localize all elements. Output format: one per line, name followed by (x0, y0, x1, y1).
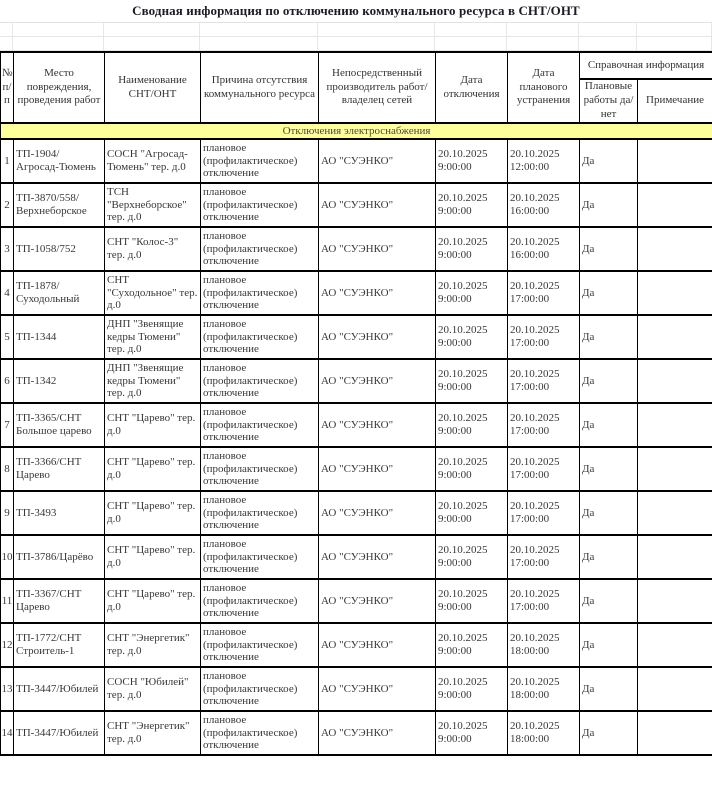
table-row (1, 623, 712, 667)
outage-table (0, 51, 712, 756)
table-cell: АО "СУЭНКО" (319, 271, 436, 315)
table-cell: ТСН "Верхнеборское" тер. д.0 (105, 183, 201, 227)
table-cell: 20.10.2025 9:00:00 (436, 271, 508, 315)
table-cell (638, 667, 712, 711)
table-cell: АО "СУЭНКО" (319, 667, 436, 711)
table-cell: ДНП "Звенящие кедры Тюмени" тер. д.0 (105, 359, 201, 403)
table-cell: Да (580, 579, 638, 623)
table-cell: Да (580, 359, 638, 403)
grid-cell (579, 37, 637, 50)
table-cell: ТП-3870/558/Верхнеборское (14, 183, 105, 227)
table-cell: СНТ "Колос-3" тер. д.0 (105, 227, 201, 271)
col-header-reason: Причина отсутствия коммунального ресурса (201, 52, 319, 123)
table-cell: ТП-3786/Царёво (14, 535, 105, 579)
table-cell: 20.10.2025 17:00:00 (508, 271, 580, 315)
table-cell: 20.10.2025 18:00:00 (508, 711, 580, 755)
table-cell: Да (580, 139, 638, 183)
table-row (1, 579, 712, 623)
table-cell: ТП-1904/Агросад-Тюмень (14, 139, 105, 183)
table-cell: 7 (1, 403, 14, 447)
table-cell (638, 623, 712, 667)
table-cell: Да (580, 183, 638, 227)
table-cell: АО "СУЭНКО" (319, 491, 436, 535)
table-row (1, 711, 712, 755)
table-cell (638, 579, 712, 623)
table-cell: Да (580, 403, 638, 447)
table-cell: СНТ "Царево" тер. д.0 (105, 447, 201, 491)
table-cell: плановое (профилактическое) отключение (201, 359, 319, 403)
table-cell: АО "СУЭНКО" (319, 535, 436, 579)
table-cell: 20.10.2025 16:00:00 (508, 227, 580, 271)
table-cell: 20.10.2025 9:00:00 (436, 183, 508, 227)
table-cell: АО "СУЭНКО" (319, 227, 436, 271)
table-cell: СНТ "Царево" тер. д.0 (105, 403, 201, 447)
table-row (1, 403, 712, 447)
table-cell: СНТ "Энергетик" тер. д.0 (105, 711, 201, 755)
col-header-place: Место повреждения, проведения работ (14, 52, 105, 123)
table-cell: ТП-3447/Юбилей (14, 667, 105, 711)
table-cell: ТП-1772/СНТ Строитель-1 (14, 623, 105, 667)
table-cell: Да (580, 227, 638, 271)
col-header-outage-date: Дата отключения (436, 52, 508, 123)
table-cell: 20.10.2025 9:00:00 (436, 491, 508, 535)
table-cell: СНТ "Энергетик" тер. д.0 (105, 623, 201, 667)
table-cell: 4 (1, 271, 14, 315)
table-cell: ТП-3447/Юбилей (14, 711, 105, 755)
table-cell: ТП-3365/СНТ Большое царево (14, 403, 105, 447)
table-cell: 20.10.2025 9:00:00 (436, 535, 508, 579)
table-row (1, 447, 712, 491)
table-cell: плановое (профилактическое) отключение (201, 139, 319, 183)
table-cell: ТП-3493 (14, 491, 105, 535)
col-header-producer: Непосредственный производитель работ/ владелец сетей (319, 52, 436, 123)
table-cell: АО "СУЭНКО" (319, 139, 436, 183)
table-cell (638, 271, 712, 315)
grid-cell (318, 23, 435, 36)
table-cell: Да (580, 623, 638, 667)
table-cell: 14 (1, 711, 14, 755)
table-cell: Да (580, 667, 638, 711)
grid-cell (200, 23, 318, 36)
grid-cell (104, 23, 200, 36)
table-cell (638, 491, 712, 535)
table-cell: АО "СУЭНКО" (319, 403, 436, 447)
table-cell: Да (580, 535, 638, 579)
grid-cell (318, 37, 435, 50)
table-cell (638, 359, 712, 403)
table-cell: АО "СУЭНКО" (319, 315, 436, 359)
table-cell: плановое (профилактическое) отключение (201, 711, 319, 755)
grid-cell (104, 37, 200, 50)
col-header-planned-works: Плановые работы да/нет (580, 79, 638, 123)
table-cell: АО "СУЭНКО" (319, 447, 436, 491)
table-cell: 20.10.2025 17:00:00 (508, 535, 580, 579)
grid-cell (637, 23, 712, 36)
table-cell: Да (580, 711, 638, 755)
table-cell: ТП-3367/СНТ Царево (14, 579, 105, 623)
table-cell: 20.10.2025 17:00:00 (508, 359, 580, 403)
table-row (1, 227, 712, 271)
grid-cell (579, 23, 637, 36)
table-cell: ТП-1342 (14, 359, 105, 403)
table-cell: плановое (профилактическое) отключение (201, 183, 319, 227)
table-cell: 12 (1, 623, 14, 667)
table-cell: СНТ "Царево" тер. д.0 (105, 491, 201, 535)
table-cell: 20.10.2025 9:00:00 (436, 667, 508, 711)
table-cell: СНТ "Царево" тер. д.0 (105, 535, 201, 579)
table-cell: 9 (1, 491, 14, 535)
col-header-note: Примечание (638, 79, 712, 123)
grid-cell (507, 37, 579, 50)
table-cell: 5 (1, 315, 14, 359)
table-cell (638, 227, 712, 271)
table-cell: плановое (профилактическое) отключение (201, 667, 319, 711)
table-cell: 20.10.2025 16:00:00 (508, 183, 580, 227)
table-cell: ТП-1878/Суходольный (14, 271, 105, 315)
table-cell: 20.10.2025 17:00:00 (508, 579, 580, 623)
table-cell: 20.10.2025 17:00:00 (508, 491, 580, 535)
table-cell (638, 315, 712, 359)
table-cell: 20.10.2025 9:00:00 (436, 447, 508, 491)
table-cell: 20.10.2025 17:00:00 (508, 403, 580, 447)
grid-cell (13, 23, 104, 36)
table-row (1, 183, 712, 227)
table-cell: 20.10.2025 9:00:00 (436, 139, 508, 183)
table-cell: ДНП "Звенящие кедры Тюмени" тер. д.0 (105, 315, 201, 359)
table-cell: ТП-1058/752 (14, 227, 105, 271)
table-cell: АО "СУЭНКО" (319, 359, 436, 403)
table-cell: плановое (профилактическое) отключение (201, 227, 319, 271)
table-cell: Да (580, 491, 638, 535)
table-row (1, 535, 712, 579)
table-cell: 8 (1, 447, 14, 491)
table-cell: плановое (профилактическое) отключение (201, 447, 319, 491)
table-cell: 10 (1, 535, 14, 579)
table-cell (638, 535, 712, 579)
grid-cell (0, 37, 13, 50)
grid-cell (200, 37, 318, 50)
table-cell: 20.10.2025 9:00:00 (436, 403, 508, 447)
grid-cell (507, 23, 579, 36)
table-cell: 2 (1, 183, 14, 227)
spacer-grid-row (0, 37, 712, 51)
table-cell: 11 (1, 579, 14, 623)
table-cell: СНТ "Царево" тер. д.0 (105, 579, 201, 623)
table-cell: ТП-1344 (14, 315, 105, 359)
table-cell: СОСН "Юбилей" тер. д.0 (105, 667, 201, 711)
table-cell (638, 711, 712, 755)
col-header-snt-name: Наименование СНТ/ОНТ (105, 52, 201, 123)
table-cell: плановое (профилактическое) отключение (201, 491, 319, 535)
table-cell: АО "СУЭНКО" (319, 183, 436, 227)
grid-cell (13, 37, 104, 50)
grid-cell (435, 23, 507, 36)
col-header-number: № п/п (1, 52, 14, 123)
table-cell: 20.10.2025 12:00:00 (508, 139, 580, 183)
table-cell: плановое (профилактическое) отключение (201, 535, 319, 579)
table-cell: Да (580, 271, 638, 315)
col-group-reference-info: Справочная информация (580, 52, 712, 79)
table-cell: 20.10.2025 9:00:00 (436, 359, 508, 403)
section-header: Отключения электроснабжения (1, 123, 712, 139)
table-cell: 6 (1, 359, 14, 403)
table-cell: 20.10.2025 9:00:00 (436, 579, 508, 623)
table-row (1, 491, 712, 535)
section-row-electricity (1, 123, 712, 139)
table-cell: АО "СУЭНКО" (319, 711, 436, 755)
table-row (1, 139, 712, 183)
table-cell: АО "СУЭНКО" (319, 579, 436, 623)
table-row (1, 667, 712, 711)
grid-cell (0, 23, 13, 36)
col-header-planned-fix-date: Дата планового устранения (508, 52, 580, 123)
table-cell: 20.10.2025 18:00:00 (508, 667, 580, 711)
table-cell: ТП-3366/СНТ Царево (14, 447, 105, 491)
table-cell: 20.10.2025 18:00:00 (508, 623, 580, 667)
table-cell (638, 139, 712, 183)
table-body (1, 139, 712, 755)
table-cell: 20.10.2025 9:00:00 (436, 711, 508, 755)
table-cell: 20.10.2025 9:00:00 (436, 227, 508, 271)
grid-cell (637, 37, 712, 50)
grid-cell (435, 37, 507, 50)
table-cell: плановое (профилактическое) отключение (201, 315, 319, 359)
spacer-grid-row (0, 23, 712, 37)
table-row (1, 359, 712, 403)
table-cell (638, 183, 712, 227)
table-cell: плановое (профилактическое) отключение (201, 579, 319, 623)
table-cell: плановое (профилактическое) отключение (201, 403, 319, 447)
table-cell: Да (580, 315, 638, 359)
table-cell: 3 (1, 227, 14, 271)
table-cell: 20.10.2025 17:00:00 (508, 447, 580, 491)
table-cell: СНТ "Суходольное" тер. д.0 (105, 271, 201, 315)
table-cell (638, 447, 712, 491)
table-row (1, 271, 712, 315)
table-cell (638, 403, 712, 447)
table-cell: плановое (профилактическое) отключение (201, 623, 319, 667)
table-cell: АО "СУЭНКО" (319, 623, 436, 667)
table-row (1, 315, 712, 359)
table-cell: 13 (1, 667, 14, 711)
table-cell: 1 (1, 139, 14, 183)
table-header (1, 52, 712, 123)
table-cell: 20.10.2025 17:00:00 (508, 315, 580, 359)
table-cell: 20.10.2025 9:00:00 (436, 623, 508, 667)
page-title: Сводная информация по отключению коммунального ресурса в СНТ/ОНТ (0, 0, 712, 23)
table-cell: 20.10.2025 9:00:00 (436, 315, 508, 359)
table-cell: Да (580, 447, 638, 491)
table-cell: плановое (профилактическое) отключение (201, 271, 319, 315)
table-cell: СОСН "Агросад-Тюмень" тер. д.0 (105, 139, 201, 183)
